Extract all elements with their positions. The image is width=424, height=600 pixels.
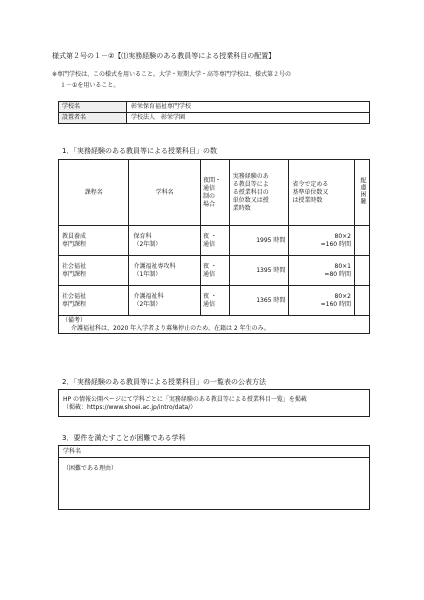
difficulty-box xyxy=(58,445,370,510)
row-difficulty xyxy=(355,226,370,256)
school-info-table xyxy=(58,101,370,124)
courses-table-header xyxy=(59,160,370,226)
row-standard: 80×2 =160 時間 xyxy=(289,286,355,316)
header-department: 学科名 xyxy=(129,160,201,226)
row-standard: 80×1 =80 時間 xyxy=(289,256,355,286)
remarks-text: 介護福祉科は、2020 年入学者より募集停止のため、在籍は 2 年生のみ。 xyxy=(71,324,270,332)
note-line-1: ※専門学校は、この様式を用いること。大学・短期大学・高等専門学校は、様式第２号の xyxy=(52,71,292,78)
section1-heading: 1．「実務経験のある教員等による授業科目」の数 xyxy=(62,147,217,155)
school-name: 彰栄保育福祉専門学校 xyxy=(127,102,370,113)
row-mode: 夜 ・ 通信 xyxy=(200,286,229,316)
row-course: 社会福祉 専門課程 xyxy=(59,286,129,316)
remarks-label: （備考） xyxy=(62,316,87,324)
row-department: 介護福祉科 （2年制） xyxy=(129,286,201,316)
reason-label: （困難である理由） xyxy=(63,465,118,472)
row-department: 保育科 （2年制） xyxy=(129,226,201,256)
header-mode: 夜間・ 通信 制の 場合 xyxy=(200,160,229,226)
row-hours: 1365 時間 xyxy=(229,286,289,316)
founder-name: 学校法人 彰栄学園 xyxy=(127,113,370,124)
row-mode: 夜 ・ 通信 xyxy=(200,226,229,256)
table-row xyxy=(59,256,370,286)
row-mode: 夜 ・ 通信 xyxy=(200,256,229,286)
remarks-row xyxy=(59,316,370,334)
publication-url-line: （掲載：https://www.shoei.ac.jp/intro/data/） xyxy=(63,404,197,411)
row-difficulty xyxy=(355,256,370,286)
publication-method-box xyxy=(58,389,370,417)
school-label: 学校名 xyxy=(59,102,127,113)
section2-heading: 2．「実務経験のある教員等による授業科目」の一覧表の公表方法 xyxy=(62,378,266,386)
header-difficulty: 配慮困難 xyxy=(355,160,370,226)
row-hours: 1395 時間 xyxy=(229,256,289,286)
header-course: 課程名 xyxy=(59,160,129,226)
header-standard: 省令で定める 基準単位数又 は授業時数 xyxy=(289,160,355,226)
courses-table xyxy=(58,159,370,334)
section3-heading: 3．要件を満たすことが困難である学科 xyxy=(62,434,186,442)
row-hours: 1995 時間 xyxy=(229,226,289,256)
dept-label: 学科名 xyxy=(59,446,369,458)
header-hours: 実務経験のあ る教員等によ る授業科目の 単位数又は授 業時数 xyxy=(229,160,289,226)
row-course: 社会福祉 専門課程 xyxy=(59,256,129,286)
founder-label: 設置者名 xyxy=(59,113,127,124)
remarks-cell xyxy=(59,316,370,334)
row-difficulty xyxy=(355,286,370,316)
table-row xyxy=(59,286,370,316)
table-row xyxy=(59,226,370,256)
form-title: 様式第２号の１－②【⑴実務経験のある教員等による授業科目の配置】 xyxy=(52,52,276,60)
note-line-2: １－①を用いること。 xyxy=(60,82,120,89)
row-department: 介護福祉専攻科 （1年制） xyxy=(129,256,201,286)
row-course: 教員養成 専門課程 xyxy=(59,226,129,256)
row-standard: 80×2 =160 時間 xyxy=(289,226,355,256)
publication-line-1: HP の情報公開ページにて学科ごとに「実務経験のある教員等による授業科目一覧」を掲載 xyxy=(63,396,307,403)
